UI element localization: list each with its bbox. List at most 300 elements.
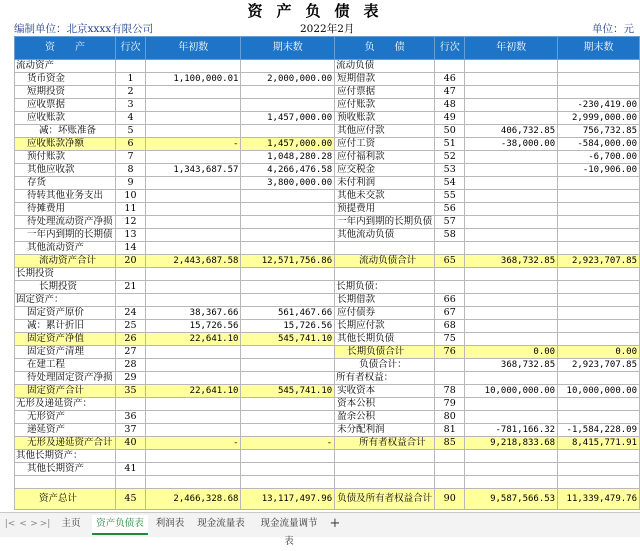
asset-name-cell[interactable]: 长期投资 (15, 268, 116, 281)
liability-begin-cell[interactable] (465, 73, 558, 86)
liability-end-cell[interactable]: -230,419.00 (558, 99, 640, 112)
asset-begin-cell[interactable]: - (146, 437, 241, 450)
asset-row-no-cell[interactable]: 4 (115, 112, 145, 125)
last-sheet-icon[interactable]: >| (39, 519, 51, 529)
liability-name-cell[interactable]: 负债合计： (335, 359, 435, 372)
asset-name-cell[interactable]: 应收账款 (15, 112, 116, 125)
liability-end-cell[interactable]: -584,000.00 (558, 138, 640, 151)
liability-row-no-cell[interactable]: 79 (435, 398, 465, 411)
asset-row-no-cell[interactable]: 24 (115, 307, 145, 320)
asset-begin-cell[interactable] (146, 125, 241, 138)
asset-row-no-cell[interactable]: 10 (115, 190, 145, 203)
liability-end-cell[interactable]: 756,732.85 (558, 125, 640, 138)
asset-name-cell[interactable]: 在建工程 (15, 359, 116, 372)
liability-begin-cell[interactable] (465, 242, 558, 255)
asset-row-no-cell[interactable]: 35 (115, 385, 145, 398)
table-row (15, 203, 640, 216)
asset-begin-cell[interactable] (146, 86, 241, 99)
asset-begin-cell[interactable] (146, 242, 241, 255)
asset-end-cell[interactable] (241, 203, 335, 216)
asset-end-cell[interactable] (241, 86, 335, 99)
asset-end-cell[interactable] (241, 190, 335, 203)
asset-name-cell[interactable]: 货币资金 (15, 73, 116, 86)
asset-end-cell[interactable]: 1,457,000.00 (241, 112, 335, 125)
liability-row-no-cell[interactable]: 56 (435, 203, 465, 216)
liability-end-cell[interactable] (558, 229, 640, 242)
liability-begin-cell[interactable] (465, 411, 558, 424)
asset-name-cell[interactable]: 其他应收款 (15, 164, 116, 177)
liability-begin-cell[interactable] (465, 307, 558, 320)
asset-name-cell[interactable]: 固定资产： (15, 294, 116, 307)
asset-begin-cell[interactable] (146, 99, 241, 112)
asset-begin-cell[interactable] (146, 450, 241, 463)
liability-begin-cell[interactable] (465, 450, 558, 463)
liability-end-cell[interactable] (558, 476, 640, 489)
liability-name-cell[interactable]: 长期负债： (335, 281, 435, 294)
liability-name-cell[interactable] (335, 476, 435, 489)
asset-name-cell[interactable]: 应收账款净额 (15, 138, 116, 151)
asset-begin-cell[interactable]: 2,443,687.58 (146, 255, 241, 268)
liability-name-cell[interactable]: 负债及所有者权益合计 (335, 489, 435, 510)
liability-end-cell[interactable] (558, 203, 640, 216)
asset-name-cell[interactable]: 固定资产清理 (15, 346, 116, 359)
liability-end-cell[interactable] (558, 216, 640, 229)
liability-name-cell[interactable]: 未分配利润 (335, 424, 435, 437)
liability-end-cell[interactable] (558, 411, 640, 424)
liability-name-cell[interactable]: 其他流动负债 (335, 229, 435, 242)
asset-end-cell[interactable]: 15,726.56 (241, 320, 335, 333)
liability-name-cell[interactable]: 预收账款 (335, 112, 435, 125)
liability-name-cell[interactable]: 未付利润 (335, 177, 435, 190)
liability-end-cell[interactable]: 8,415,771.91 (558, 437, 640, 450)
table-row (15, 307, 640, 320)
liability-row-no-cell[interactable]: 65 (435, 255, 465, 268)
liability-row-no-cell[interactable]: 47 (435, 86, 465, 99)
liability-begin-cell[interactable]: 0.00 (465, 346, 558, 359)
liability-begin-cell[interactable] (465, 151, 558, 164)
asset-name-cell[interactable]: 待处理固定资产净损 (15, 372, 116, 385)
asset-begin-cell[interactable]: 38,367.66 (146, 307, 241, 320)
asset-name-cell[interactable] (15, 476, 116, 489)
asset-end-cell[interactable] (241, 281, 335, 294)
liability-begin-cell[interactable] (465, 281, 558, 294)
liability-row-no-cell[interactable] (435, 60, 465, 73)
table-row (15, 255, 640, 268)
liability-begin-cell[interactable] (465, 190, 558, 203)
asset-name-cell[interactable]: 其他长期资产： (15, 450, 116, 463)
liability-name-cell[interactable]: 资本公积 (335, 398, 435, 411)
liability-name-cell[interactable]: 其他应付款 (335, 125, 435, 138)
asset-row-no-cell[interactable] (115, 450, 145, 463)
asset-row-no-cell[interactable]: 37 (115, 424, 145, 437)
asset-begin-cell[interactable] (146, 463, 241, 476)
asset-name-cell[interactable]: 固定资产原价 (15, 307, 116, 320)
asset-end-cell[interactable] (241, 372, 335, 385)
liability-name-cell[interactable]: 盈余公积 (335, 411, 435, 424)
asset-row-no-cell[interactable]: 5 (115, 125, 145, 138)
liability-end-cell[interactable]: -1,584,228.09 (558, 424, 640, 437)
liability-begin-cell[interactable] (465, 476, 558, 489)
liability-end-cell[interactable] (558, 177, 640, 190)
asset-end-cell[interactable]: 1,048,280.28 (241, 151, 335, 164)
liability-name-cell[interactable]: 流动负债合计 (335, 255, 435, 268)
liability-end-cell[interactable] (558, 333, 640, 346)
next-sheet-icon[interactable]: > (30, 519, 38, 529)
liability-begin-cell[interactable]: 9,218,833.68 (465, 437, 558, 450)
asset-begin-cell[interactable]: 15,726.56 (146, 320, 241, 333)
liability-begin-cell[interactable] (465, 177, 558, 190)
liability-row-no-cell[interactable]: 57 (435, 216, 465, 229)
asset-name-cell[interactable]: 存货 (15, 177, 116, 190)
liability-row-no-cell[interactable]: 58 (435, 229, 465, 242)
liability-end-cell[interactable]: 2,999,000.00 (558, 112, 640, 125)
asset-name-cell[interactable]: 流动资产合计 (15, 255, 116, 268)
asset-row-no-cell[interactable]: 7 (115, 151, 145, 164)
asset-name-cell[interactable]: 其他流动资产 (15, 242, 116, 255)
liability-end-cell[interactable] (558, 268, 640, 281)
asset-row-no-cell[interactable]: 3 (115, 99, 145, 112)
liability-name-cell[interactable]: 流动负债 (335, 60, 435, 73)
asset-row-no-cell[interactable]: 25 (115, 320, 145, 333)
liability-name-cell[interactable]: 其他未交款 (335, 190, 435, 203)
asset-name-cell[interactable]: 待摊费用 (15, 203, 116, 216)
liability-name-cell[interactable]: 其他长期负债 (335, 333, 435, 346)
asset-end-cell[interactable]: 561,467.66 (241, 307, 335, 320)
asset-end-cell[interactable] (241, 463, 335, 476)
liability-row-no-cell[interactable]: 81 (435, 424, 465, 437)
liability-row-no-cell[interactable]: 90 (435, 489, 465, 510)
tab-income-statement[interactable]: 利润表 (155, 518, 185, 529)
table-row (15, 164, 640, 177)
liability-begin-cell[interactable] (465, 229, 558, 242)
liability-begin-cell[interactable] (465, 398, 558, 411)
asset-begin-cell[interactable] (146, 398, 241, 411)
asset-row-no-cell[interactable] (115, 294, 145, 307)
liability-begin-cell[interactable] (465, 463, 558, 476)
liability-end-cell[interactable] (558, 73, 640, 86)
liability-row-no-cell[interactable]: 52 (435, 151, 465, 164)
liability-end-cell[interactable] (558, 450, 640, 463)
liability-name-cell[interactable]: 应付债券 (335, 307, 435, 320)
asset-row-no-cell[interactable]: 12 (115, 216, 145, 229)
header-end-2[interactable]: 期末数 (558, 37, 640, 60)
liability-row-no-cell[interactable] (435, 463, 465, 476)
asset-row-no-cell[interactable]: 2 (115, 86, 145, 99)
liability-row-no-cell[interactable] (435, 242, 465, 255)
liability-end-cell[interactable]: 2,923,707.85 (558, 359, 640, 372)
asset-begin-cell[interactable]: 22,641.10 (146, 385, 241, 398)
asset-row-no-cell[interactable]: 29 (115, 372, 145, 385)
liability-row-no-cell[interactable] (435, 268, 465, 281)
liability-begin-cell[interactable]: 368,732.85 (465, 255, 558, 268)
liability-row-no-cell[interactable]: 80 (435, 411, 465, 424)
asset-end-cell[interactable] (241, 359, 335, 372)
liability-name-cell[interactable] (335, 463, 435, 476)
asset-begin-cell[interactable] (146, 177, 241, 190)
header-end[interactable]: 期末数 (241, 37, 335, 60)
liability-name-cell[interactable] (335, 242, 435, 255)
liability-begin-cell[interactable] (465, 60, 558, 73)
asset-row-no-cell[interactable]: 40 (115, 437, 145, 450)
liability-row-no-cell[interactable]: 53 (435, 164, 465, 177)
asset-begin-cell[interactable] (146, 346, 241, 359)
asset-row-no-cell[interactable] (115, 268, 145, 281)
liability-begin-cell[interactable] (465, 203, 558, 216)
asset-end-cell[interactable] (241, 268, 335, 281)
asset-begin-cell[interactable]: 1,100,000.01 (146, 73, 241, 86)
asset-end-cell[interactable] (241, 229, 335, 242)
asset-row-no-cell[interactable]: 9 (115, 177, 145, 190)
liability-end-cell[interactable] (558, 463, 640, 476)
asset-row-no-cell[interactable]: 11 (115, 203, 145, 216)
liability-end-cell[interactable]: 10,000,000.00 (558, 385, 640, 398)
liability-row-no-cell[interactable]: 76 (435, 346, 465, 359)
liability-row-no-cell[interactable]: 51 (435, 138, 465, 151)
liability-end-cell[interactable] (558, 86, 640, 99)
asset-end-cell[interactable] (241, 346, 335, 359)
liability-row-no-cell[interactable] (435, 281, 465, 294)
asset-end-cell[interactable]: 2,000,000.00 (241, 73, 335, 86)
tab-home[interactable]: 主页 (61, 518, 81, 529)
asset-end-cell[interactable]: 545,741.10 (241, 333, 335, 346)
asset-end-cell[interactable] (241, 411, 335, 424)
asset-name-cell[interactable]: 预付账款 (15, 151, 116, 164)
liability-name-cell[interactable]: 应付票据 (335, 86, 435, 99)
asset-name-cell[interactable]: 待处理流动资产净损 (15, 216, 116, 229)
liability-end-cell[interactable] (558, 281, 640, 294)
asset-row-no-cell[interactable]: 6 (115, 138, 145, 151)
liability-name-cell[interactable] (335, 268, 435, 281)
asset-begin-cell[interactable]: 2,466,328.68 (146, 489, 241, 510)
liability-row-no-cell[interactable] (435, 359, 465, 372)
liability-row-no-cell[interactable]: 54 (435, 177, 465, 190)
liability-end-cell[interactable]: -6,700.00 (558, 151, 640, 164)
asset-end-cell[interactable] (241, 398, 335, 411)
sheet-tab-bar (0, 512, 640, 547)
liability-end-cell[interactable] (558, 307, 640, 320)
header-begin-2[interactable]: 年初数 (465, 37, 558, 60)
liability-begin-cell[interactable] (465, 99, 558, 112)
liability-begin-cell[interactable] (465, 216, 558, 229)
liability-end-cell[interactable]: 11,339,479.76 (558, 489, 640, 510)
asset-begin-cell[interactable]: 22,641.10 (146, 333, 241, 346)
liability-name-cell[interactable]: 所有者权益合计 (335, 437, 435, 450)
asset-begin-cell[interactable] (146, 151, 241, 164)
header-row (15, 37, 640, 60)
liability-row-no-cell[interactable] (435, 476, 465, 489)
liability-row-no-cell[interactable]: 55 (435, 190, 465, 203)
asset-end-cell[interactable] (241, 294, 335, 307)
liability-row-no-cell[interactable]: 67 (435, 307, 465, 320)
asset-end-cell[interactable] (241, 60, 335, 73)
liability-name-cell[interactable]: 应付账款 (335, 99, 435, 112)
add-sheet-icon[interactable]: + (329, 516, 341, 531)
asset-end-cell[interactable] (241, 424, 335, 437)
asset-end-cell[interactable] (241, 476, 335, 489)
liability-begin-cell[interactable] (465, 333, 558, 346)
liability-row-no-cell[interactable]: 66 (435, 294, 465, 307)
asset-name-cell[interactable]: 无形及递延资产合计 (15, 437, 116, 450)
liability-row-no-cell[interactable]: 49 (435, 112, 465, 125)
liability-begin-cell[interactable] (465, 268, 558, 281)
liability-name-cell[interactable]: 预提费用 (335, 203, 435, 216)
asset-end-cell[interactable]: 3,800,000.00 (241, 177, 335, 190)
liability-end-cell[interactable] (558, 372, 640, 385)
liability-end-cell[interactable] (558, 60, 640, 73)
liability-end-cell[interactable] (558, 190, 640, 203)
asset-begin-cell[interactable] (146, 60, 241, 73)
asset-name-cell[interactable]: 递延资产 (15, 424, 116, 437)
liability-end-cell[interactable] (558, 294, 640, 307)
liability-begin-cell[interactable]: 368,732.85 (465, 359, 558, 372)
asset-begin-cell[interactable] (146, 424, 241, 437)
liability-name-cell[interactable]: 一年内到期的长期负债 (335, 216, 435, 229)
header-liability[interactable]: 负 债 (335, 37, 435, 60)
asset-begin-cell[interactable] (146, 112, 241, 125)
liability-name-cell[interactable]: 实收资本 (335, 385, 435, 398)
liability-name-cell[interactable]: 短期借款 (335, 73, 435, 86)
liability-name-cell[interactable]: 应付福利款 (335, 151, 435, 164)
first-sheet-icon[interactable]: |< (4, 519, 16, 529)
liability-begin-cell[interactable] (465, 86, 558, 99)
asset-name-cell[interactable]: 资产总计 (15, 489, 116, 510)
asset-begin-cell[interactable] (146, 359, 241, 372)
liability-row-no-cell[interactable]: 50 (435, 125, 465, 138)
asset-name-cell[interactable]: 固定资产合计 (15, 385, 116, 398)
asset-begin-cell[interactable] (146, 203, 241, 216)
asset-row-no-cell[interactable]: 13 (115, 229, 145, 242)
asset-end-cell[interactable]: 4,266,476.58 (241, 164, 335, 177)
liability-name-cell[interactable]: 应交税金 (335, 164, 435, 177)
liability-row-no-cell[interactable]: 46 (435, 73, 465, 86)
asset-name-cell[interactable]: 固定资产净值 (15, 333, 116, 346)
asset-name-cell[interactable]: 无形资产 (15, 411, 116, 424)
asset-begin-cell[interactable] (146, 294, 241, 307)
asset-name-cell[interactable]: 长期投资 (15, 281, 116, 294)
liability-end-cell[interactable] (558, 398, 640, 411)
liability-row-no-cell[interactable] (435, 450, 465, 463)
table-row (15, 398, 640, 411)
liability-name-cell[interactable]: 所有者权益： (335, 372, 435, 385)
liability-name-cell[interactable] (335, 450, 435, 463)
asset-name-cell[interactable]: 减：累计折旧 (15, 320, 116, 333)
asset-row-no-cell[interactable]: 45 (115, 489, 145, 510)
tab-cash-flow[interactable]: 现金流量表 (197, 518, 245, 529)
asset-row-no-cell[interactable]: 26 (115, 333, 145, 346)
asset-row-no-cell[interactable] (115, 60, 145, 73)
liability-begin-cell[interactable] (465, 320, 558, 333)
asset-begin-cell[interactable] (146, 411, 241, 424)
liability-begin-cell[interactable]: 9,587,566.53 (465, 489, 558, 510)
asset-end-cell[interactable] (241, 216, 335, 229)
asset-name-cell[interactable]: 其他长期资产 (15, 463, 116, 476)
asset-row-no-cell[interactable]: 27 (115, 346, 145, 359)
asset-begin-cell[interactable] (146, 229, 241, 242)
asset-name-cell[interactable]: 待转其他业务支出 (15, 190, 116, 203)
liability-row-no-cell[interactable]: 85 (435, 437, 465, 450)
liability-end-cell[interactable]: 0.00 (558, 346, 640, 359)
tab-cash-flow-reconciliation[interactable]: 现金流量调节表 (260, 518, 318, 547)
liability-row-no-cell[interactable]: 68 (435, 320, 465, 333)
asset-end-cell[interactable]: - (241, 437, 335, 450)
liability-row-no-cell[interactable]: 48 (435, 99, 465, 112)
asset-row-no-cell[interactable]: 21 (115, 281, 145, 294)
liability-begin-cell[interactable]: -38,000.00 (465, 138, 558, 151)
asset-begin-cell[interactable] (146, 190, 241, 203)
asset-row-no-cell[interactable]: 20 (115, 255, 145, 268)
liability-begin-cell[interactable]: 10,000,000.00 (465, 385, 558, 398)
asset-begin-cell[interactable]: - (146, 138, 241, 151)
asset-row-no-cell[interactable]: 41 (115, 463, 145, 476)
liability-end-cell[interactable] (558, 242, 640, 255)
asset-end-cell[interactable] (241, 125, 335, 138)
table-row (15, 372, 640, 385)
tab-balance-sheet[interactable]: 资产负债表 (92, 515, 148, 535)
asset-end-cell[interactable] (241, 450, 335, 463)
liability-name-cell[interactable]: 长期应付款 (335, 320, 435, 333)
asset-name-cell[interactable]: 减：坏账准备 (15, 125, 116, 138)
liability-begin-cell[interactable] (465, 164, 558, 177)
liability-begin-cell[interactable]: -781,166.32 (465, 424, 558, 437)
asset-end-cell[interactable]: 545,741.10 (241, 385, 335, 398)
liability-row-no-cell[interactable]: 78 (435, 385, 465, 398)
header-asset[interactable]: 资 产 (15, 37, 116, 60)
liability-end-cell[interactable] (558, 320, 640, 333)
asset-row-no-cell[interactable]: 14 (115, 242, 145, 255)
asset-begin-cell[interactable]: 1,343,687.57 (146, 164, 241, 177)
asset-end-cell[interactable]: 13,117,497.96 (241, 489, 335, 510)
liability-row-no-cell[interactable]: 75 (435, 333, 465, 346)
asset-row-no-cell[interactable]: 28 (115, 359, 145, 372)
liability-end-cell[interactable]: -10,906.00 (558, 164, 640, 177)
header-row-no-2[interactable]: 行次 (435, 37, 465, 60)
asset-row-no-cell[interactable] (115, 476, 145, 489)
asset-begin-cell[interactable] (146, 281, 241, 294)
asset-end-cell[interactable]: 1,457,000.00 (241, 138, 335, 151)
asset-end-cell[interactable] (241, 99, 335, 112)
asset-name-cell[interactable]: 流动资产 (15, 60, 116, 73)
asset-begin-cell[interactable] (146, 268, 241, 281)
asset-name-cell[interactable]: 应收票据 (15, 99, 116, 112)
liability-begin-cell[interactable] (465, 372, 558, 385)
liability-name-cell[interactable]: 应付工资 (335, 138, 435, 151)
liability-end-cell[interactable]: 2,923,707.85 (558, 255, 640, 268)
liability-begin-cell[interactable]: 406,732.85 (465, 125, 558, 138)
header-begin[interactable]: 年初数 (146, 37, 241, 60)
sheet-title: 资产负债表 (247, 2, 393, 20)
asset-row-no-cell[interactable]: 1 (115, 73, 145, 86)
liability-name-cell[interactable]: 长期借款 (335, 294, 435, 307)
header-row-no[interactable]: 行次 (115, 37, 145, 60)
asset-name-cell[interactable]: 无形及递延资产： (15, 398, 116, 411)
asset-end-cell[interactable] (241, 242, 335, 255)
asset-row-no-cell[interactable]: 8 (115, 164, 145, 177)
prev-sheet-icon[interactable]: < (19, 519, 27, 529)
asset-row-no-cell[interactable]: 36 (115, 411, 145, 424)
asset-row-no-cell[interactable] (115, 398, 145, 411)
asset-begin-cell[interactable] (146, 372, 241, 385)
asset-begin-cell[interactable] (146, 476, 241, 489)
liability-row-no-cell[interactable] (435, 372, 465, 385)
liability-name-cell[interactable]: 长期负债合计 (335, 346, 435, 359)
liability-begin-cell[interactable] (465, 294, 558, 307)
asset-name-cell[interactable]: 一年内到期的长期债 (15, 229, 116, 242)
liability-begin-cell[interactable] (465, 112, 558, 125)
asset-name-cell[interactable]: 短期投资 (15, 86, 116, 99)
table-row (15, 476, 640, 489)
asset-end-cell[interactable]: 12,571,756.86 (241, 255, 335, 268)
asset-begin-cell[interactable] (146, 216, 241, 229)
